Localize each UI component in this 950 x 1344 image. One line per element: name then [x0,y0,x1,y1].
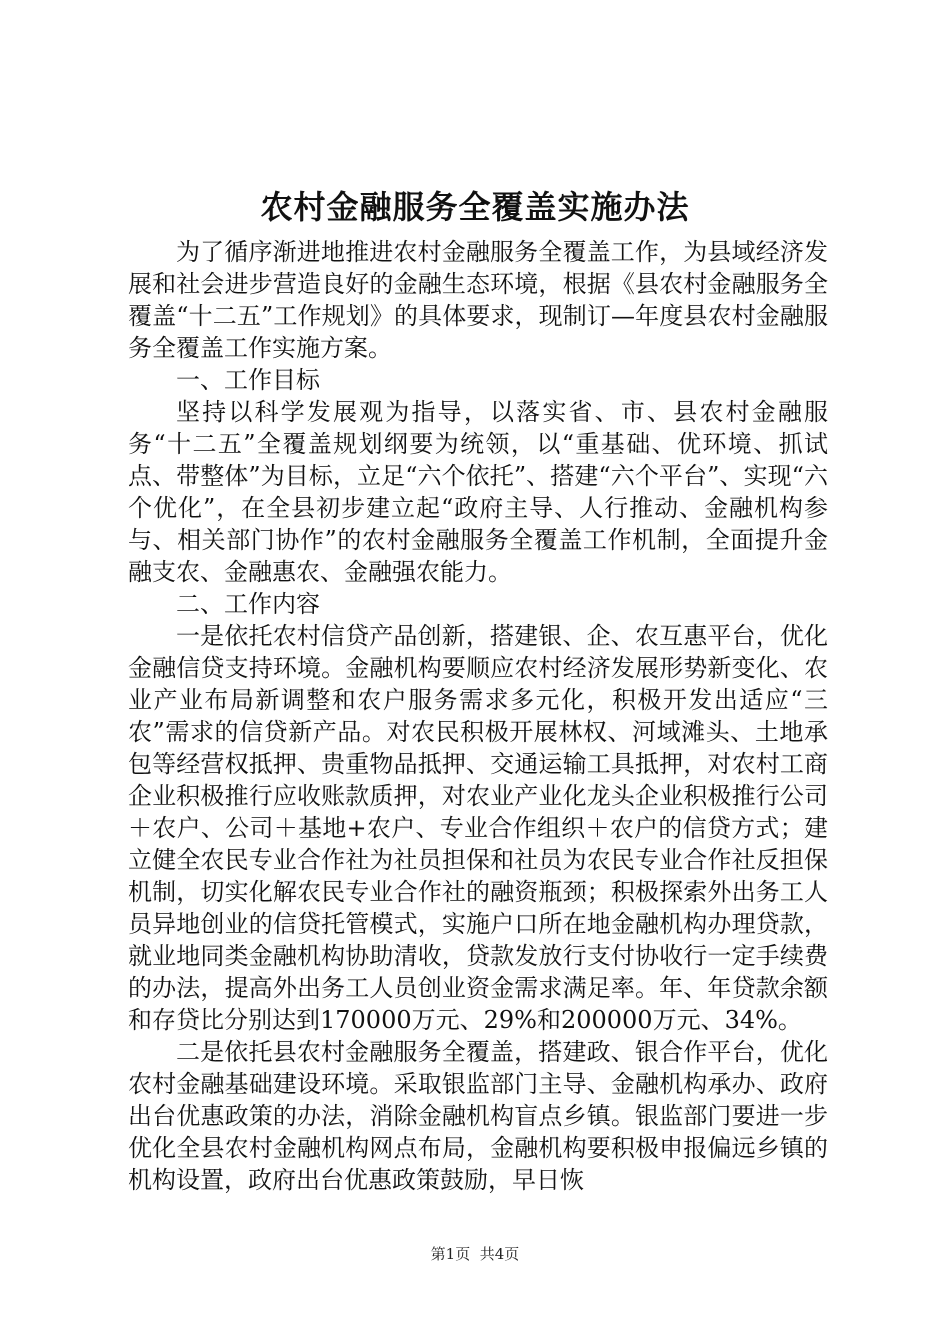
section-heading-goals: 一、工作目标 [176,366,320,394]
document-body [128,236,828,1196]
paragraph-intro: 为了循序渐进地推进农村金融服务全覆盖工作，为县域经济发展和社会进步营造良好的金融生态环境，根据《县农村金融服务全覆盖“十二五”工作规划》的具体要求，现制订—年度县农村金融服务全覆盖工作实施方案。 [128,238,828,362]
document-title: 农村金融服务全覆盖实施办法 [260,188,690,226]
paragraph-item-two: 二是依托县农村金融服务全覆盖，搭建政、银合作平台，优化农村金融基础建设环境。采取银监部门主导、金融机构承办、政府出台优惠政策的办法，消除金融机构盲点乡镇。银监部门要进一步优化全县农村金融机构网点布局，金融机构要积极申报偏远乡镇的机构设置，政府出台优惠政策鼓励，早日恢 [128,1038,828,1194]
page-footer [0,1244,950,1264]
paragraph-goals: 坚持以科学发展观为指导，以落实省、市、县农村金融服务“十二五”全覆盖规划纲要为统领，以“重基础、优环境、抓试点、带整体”为目标，立足“六个依托”、搭建“六个平台”、实现“六个优化”，在全县初步建立起“政府主导、人行推动、金融机构参与、相关部门协作”的农村金融服务全覆盖工作机制，全面提升金融支农、金融惠农、金融强农能力。 [128,398,828,586]
page-total: 共4页 [479,1245,520,1263]
page-number: 第1页 [430,1245,471,1263]
section-heading-content: 二、工作内容 [176,590,320,618]
paragraph-item-one: 一是依托农村信贷产品创新，搭建银、企、农互惠平台，优化金融信贷支持环境。金融机构要顺应农村经济发展形势新变化、农业产业布局新调整和农户服务需求多元化，积极开发出适应“三农”需求的信贷新产品。对农民积极开展林权、河域滩头、土地承包等经营权抵押、贵重物品抵押、交通运输工具抵押，对农村工商企业积极推行应收账款质押，对农业产业化龙头企业积极推行公司＋农户、公司＋基地+农户、专业合作组织＋农户的信贷方式；建立健全农民专业合作社为社员担保和社员为农民专业合作社反担保机制，切实化解农民专业合作社的融资瓶颈；积极探索外出务工人员异地创业的信贷托管模式，实施户口所在地金融机构办理贷款，就业地同类金融机构协助清收，贷款发放行支付协收行一定手续费的办法，提高外出务工人员创业资金需求满足率。年、年贷款余额和存贷比分别达到170000万元、29%和200000万元、34%。 [128,622,828,1034]
